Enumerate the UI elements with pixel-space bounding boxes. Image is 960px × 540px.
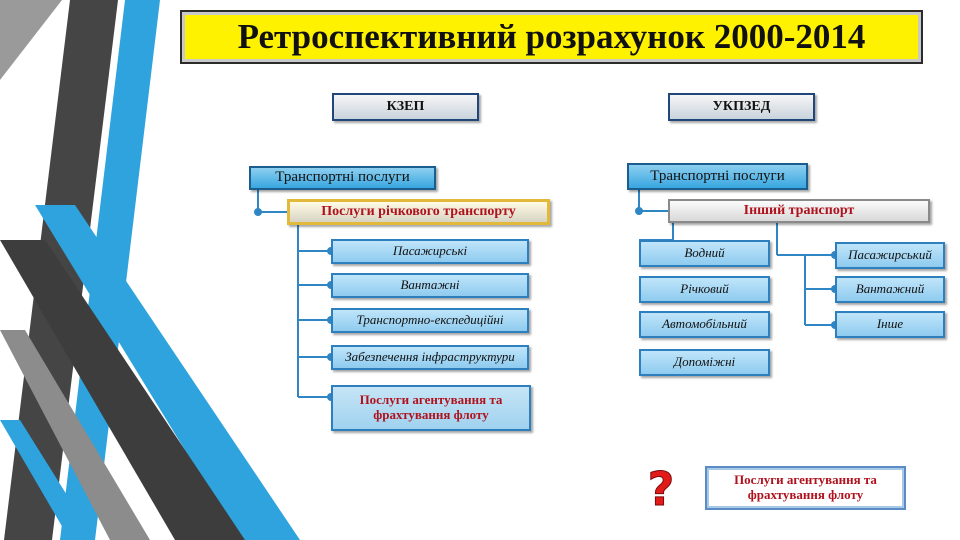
right-item-passenger: Пасажирський xyxy=(835,242,945,269)
left-item-cargo: Вантажні xyxy=(331,273,529,298)
kzep-header: КЗЕП xyxy=(332,93,479,121)
page-title: Ретроспективний розрахунок 2000-2014 xyxy=(180,10,923,64)
river-transport-services: Послуги річкового транспорту xyxy=(287,199,550,225)
right-item-auxiliary: Допоміжні xyxy=(639,349,770,376)
left-item-infrastructure: Забезпечення інфраструктури xyxy=(331,345,529,370)
ukpzed-header: УКПЗЕД xyxy=(668,93,815,121)
left-transport-services: Транспортні послуги xyxy=(249,166,436,190)
right-item-water: Водний xyxy=(639,240,770,267)
question-mark-icon: ? xyxy=(647,462,675,516)
left-item-passenger: Пасажирські xyxy=(331,239,529,264)
other-transport: Інший транспорт xyxy=(668,199,930,223)
right-transport-services: Транспортні послуги xyxy=(627,163,808,190)
right-item-automobile: Автомобільний xyxy=(639,311,770,338)
right-item-cargo: Вантажний xyxy=(835,276,945,303)
left-item-forwarding: Транспортно-експедиційні xyxy=(331,308,529,333)
left-agency-chartering: Послуги агентування та фрахтування флоту xyxy=(331,385,531,431)
right-item-river: Річковий xyxy=(639,276,770,303)
right-agency-chartering: Послуги агентування та фрахтування флоту xyxy=(705,466,906,510)
right-item-other: Інше xyxy=(835,311,945,338)
